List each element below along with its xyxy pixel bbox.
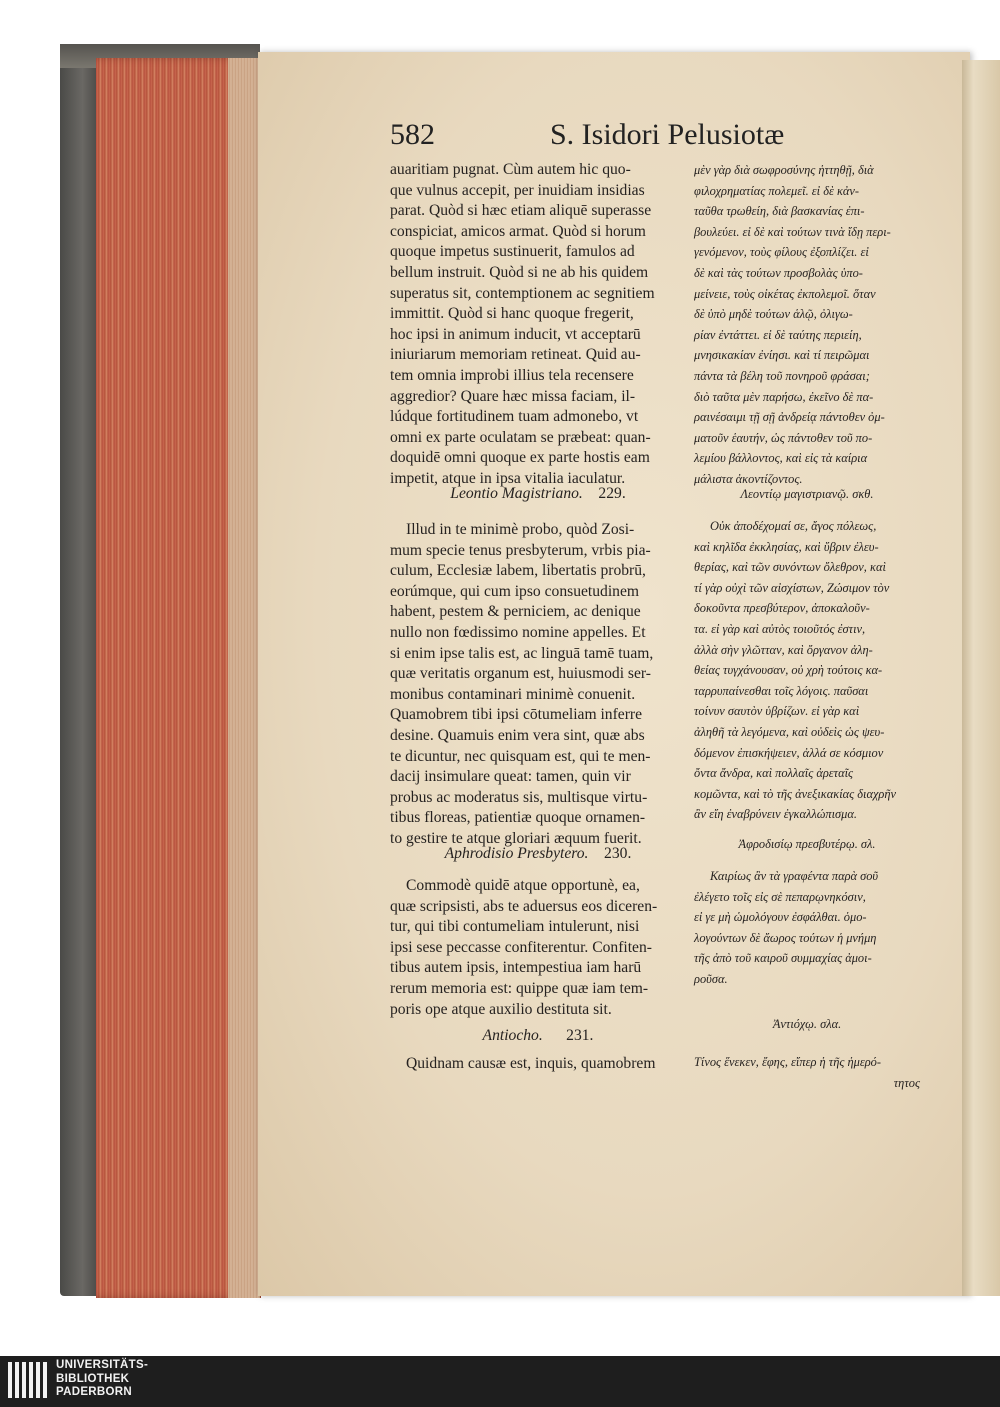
letter-number: 231. (566, 1027, 594, 1044)
text-line: κομῶντα, καὶ τὸ τῆς ἀνεξικακίας διαχρῆν (694, 786, 897, 801)
text-line: ἀλλὰ σὴν γλῶτταν, καὶ ὄργανον ἀλη- (694, 642, 873, 657)
text-line: doquidē omni quoque ex parte hostis eam (390, 449, 650, 467)
greek-block-2 (694, 516, 920, 825)
letter-number: 229. (598, 485, 626, 502)
text-line: si enim ipse talis est, ac linguā tamē tuam, (390, 644, 654, 662)
text-line: δόμενον ἐπισκήψειεν, ἀλλά σε κόσμιον (694, 745, 884, 760)
text-line: Commodè quidē atque opportunè, ea, (406, 877, 640, 894)
text-line: nullo non fœdissimo nomine appelles. Et (390, 623, 646, 641)
text-line: μείνειε, τοὺς οἰκέτας ἐκπολεμοῖ. ὅταν (694, 286, 876, 301)
text-line: ταρρυπαίνεσθαι τοῖς λόγοις. παῦσαι (694, 683, 869, 698)
catchword: τητος (893, 1075, 920, 1090)
text-line: καὶ κηλῖδα ἐκκλησίας, καὶ ὕβριν ἐλευ- (694, 539, 879, 554)
text-line: ὄντα ἄνδρα, καὶ πολλαῖς ἀρεταῖς (694, 766, 854, 781)
greek-block-4 (694, 1052, 920, 1093)
latin-block-1 (390, 160, 686, 490)
text-line: superatus sit, contemptionem ac segnitiem (390, 284, 655, 302)
text-line: tur, qui tibi contumeliam intulerunt, nisi (390, 918, 640, 936)
recipient-name: Leontio Magistriano. (450, 485, 583, 502)
text-line: Οὐκ ἀποδέχομαί σε, ἄγος πόλεως, (710, 519, 877, 533)
text-line: te dicuntur, nec quisquam est, qui te men- (390, 747, 651, 765)
page-edges-gilt (228, 58, 260, 1298)
library-name-line: BIBLIOTHEK (56, 1372, 130, 1385)
text-line: τί γὰρ οὐχὶ τῶν αἰσχίστων, Ζώσιμον τὸν (694, 580, 890, 595)
text-line: λεμίου βάλλοντος, καὶ εἰς τὰ καίρια (694, 451, 868, 466)
text-line: τῆς ἀπὸ τοῦ καιροῦ συμμαχίας ἀμοι- (694, 951, 872, 966)
text-line: quoque impetus sustinuerit, famulos ad (390, 243, 635, 261)
text-line: μάλιστα ἀκοντίζοντος. (694, 471, 803, 486)
recipient-name-greek: Ἀντιόχῳ. σλα. (772, 1017, 842, 1031)
text-line: ραινέσαιμι τῇ σῇ ἀνδρείᾳ πάντοθεν ὀμ- (694, 410, 885, 425)
text-line: τα. εἰ γὰρ καὶ αὐτὸς τοιοῦτός ἐστιν, (694, 621, 866, 636)
library-footer (0, 1356, 1000, 1407)
library-name-line: PADERBORN (56, 1386, 132, 1398)
text-line: ταῦθα τρωθείη, διὰ βασκανίας ἐπι- (694, 204, 865, 219)
text-line: δὲ καὶ τὰς τούτων προσβολὰς ὑπο- (694, 265, 863, 280)
text-line: πάντα τὰ βέλη τοῦ πονηροῦ φράσαι; (694, 368, 870, 383)
library-logo-icon (7, 1360, 49, 1400)
text-line: δὲ ὑπὸ μηδὲ τούτων ἁλῷ, ὀλιγω- (694, 307, 853, 322)
text-line: quæ scripsisti, abs te aduersus eos diceren- (390, 897, 658, 915)
text-line: βουλεύει. εἰ δὲ καὶ τούτων τινὰ ἴδῃ περι- (694, 224, 891, 239)
text-line: μὲν γὰρ διὰ σωφροσύνης ἡττηθῇ, διὰ (694, 163, 874, 177)
text-line: θείας τυγχάνουσαν, οὐ χρὴ τούτοις κα- (694, 663, 883, 678)
text-line: to gestire te atque gloriari æquum fuerit. (390, 829, 642, 847)
greek-letter-heading-229 (694, 484, 920, 505)
latin-block-3 (390, 876, 686, 1020)
text-line: hoc ipsi in animum inducit, vt acceptarū (390, 325, 641, 343)
text-line: μνησικακίαν ἐνίησι. καὶ τί πειρῶμαι (694, 348, 870, 363)
text-line: δοκοῦντα πρεσβύτερον, ἀποκαλοῦν- (694, 601, 870, 616)
recipient-name: Antiocho. (482, 1027, 543, 1044)
library-name (56, 1359, 148, 1400)
text-line: habent, pestem & perniciem, ac denique (390, 603, 641, 621)
text-line: εἰ γε μὴ ὡμολόγουν ἐσφάλθαι. ὁμο- (694, 910, 867, 925)
text-line: tibus autem ipsis, intempestiua iam harū (390, 959, 642, 977)
text-line: culum, Ecclesiæ labem, libertatis probrū, (390, 562, 646, 580)
greek-block-1 (694, 160, 920, 490)
text-line: eorúmque, qui cum ipso consuetudinem (390, 582, 640, 600)
text-line: aggredior? Quare hæc missa faciam, il- (390, 387, 636, 405)
text-line: ρίαν ἐντάττει. εἰ δὲ ταύτης περιείη, (694, 327, 862, 342)
text-line: desine. Quamuis enim vera sint, quæ abs (390, 726, 645, 744)
text-line: ματοῦν ἑαυτήν, ὡς πάντοθεν τοῦ πο- (694, 430, 873, 445)
running-head (390, 118, 810, 158)
text-line: θερίας, καὶ τῶν συνόντων ὄλεθρον, καὶ (694, 560, 886, 575)
text-line: omni ex parte oculatam se præbeat: quan- (390, 428, 651, 446)
text-line: Illud in te minimè probo, quòd Zosi- (406, 521, 635, 538)
facing-page-edge (962, 60, 1000, 1296)
text-line: bellum instruit. Quòd si ne ab his quidem (390, 263, 649, 281)
latin-letter-heading-230 (390, 844, 686, 865)
latin-letter-heading-229 (390, 484, 686, 505)
text-line: διὸ ταῦτα μὲν παρήσω, ἐκεῖνο δὲ πα- (694, 389, 874, 404)
text-line: quæ veritatis organum est, huiusmodi ser- (390, 665, 651, 683)
text-line: ipsi sese peccasse confiterentur. Confiten- (390, 938, 652, 956)
text-line: immittit. Quòd si hanc quoque fregerit, (390, 305, 634, 323)
text-line: parat. Quòd si hæc etiam aliquē superasse (390, 202, 652, 220)
greek-letter-heading-231 (694, 1014, 920, 1035)
greek-letter-heading-230 (694, 834, 920, 855)
latin-block-2 (390, 520, 686, 850)
text-line: probus ac moderatus sis, multisque virtu- (390, 788, 648, 806)
text-line: dacij insimulare queat: tamen, quin vir (390, 768, 631, 786)
page-number: 582 (390, 118, 435, 151)
text-line: mum specie tenus presbyterum, vrbis pia- (390, 541, 651, 559)
text-line: φιλοχρηματίας πολεμεῖ. εἰ δὲ κἀν- (694, 183, 860, 198)
recipient-name: Aphrodisio Presbytero. (444, 845, 589, 862)
text-line: iniuriarum memoriam retineat. Quid au- (390, 346, 641, 364)
page-title: S. Isidori Pelusiotæ (550, 118, 785, 151)
text-line: ἐλέγετο τοῖς εἰς σὲ πεπαρῳνηκόσιν, (694, 889, 866, 904)
text-line: Quidnam causæ est, inquis, quamobrem (406, 1055, 656, 1072)
latin-letter-heading-231 (390, 1026, 686, 1047)
recipient-name-greek: Λεοντίῳ μαγιστριανῷ. σκθ. (740, 487, 874, 501)
text-line: lúdque fortitudinem tuam admonebo, vt (390, 408, 639, 426)
letter-number: 230. (604, 845, 632, 862)
text-line: impetit, atque in ipsa vitalia iaculatur. (390, 469, 626, 487)
text-line: tem omnia improbi illius tela recensere (390, 366, 634, 384)
text-line: conspiciat, amicos armat. Quòd si horum (390, 222, 646, 240)
text-line: rerum memoria est: quippe quæ iam tem- (390, 979, 649, 997)
text-line: poris ope atque auxilio destituta sit. (390, 1000, 612, 1018)
text-line: que vulnus accepit, per inuidiam insidias (390, 181, 645, 199)
recipient-name-greek: Ἀφροδισίῳ πρεσβυτέρῳ. σλ. (738, 837, 876, 851)
latin-block-4 (390, 1054, 686, 1075)
library-name-line: UNIVERSITÄTS- (56, 1359, 149, 1371)
text-line: monibus contaminari minimè conuenit. (390, 685, 636, 703)
text-line: γενόμενον, τοὺς φίλους ἐξοπλίζει. εἰ (694, 245, 869, 260)
text-line: λογούντων δὲ ἄωρος τούτων ἡ μνήμη (694, 930, 877, 945)
text-line: tibus floreas, patientiæ quoque ornamen- (390, 809, 646, 827)
text-line: Quamobrem tibi ipsi cōtumeliam inferre (390, 706, 643, 724)
text-line: Τίνος ἕνεκεν, ἔφης, εἴπερ ἡ τῆς ἡμερό- (694, 1055, 881, 1069)
text-line: τοίνυν σαυτὸν ὑβρίζων. εἰ γὰρ καὶ (694, 704, 860, 719)
text-line: Καιρίως ἂν τὰ γραφέντα παρὰ σοῦ (710, 869, 879, 883)
text-line: auaritiam pugnat. Cùm autem hic quo- (390, 161, 631, 178)
greek-block-3 (694, 866, 920, 990)
text-line: ροῦσα. (694, 971, 728, 986)
text-line: ἀληθῆ τὰ λεγόμενα, καὶ οὐδεὶς ὡς ψευ- (694, 724, 885, 739)
text-line: ἂν εἴη ἐναβρύνειν ἐγκαλλώπισμα. (694, 807, 857, 822)
